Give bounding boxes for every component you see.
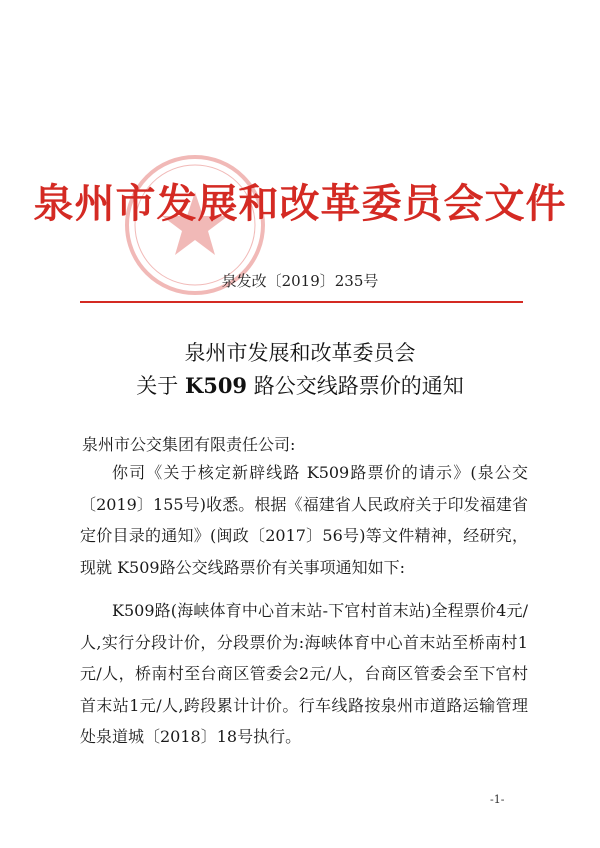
paragraph-text: 你司《关于核定新辟线路 K509路票价的请示》(泉公交〔2019〕155号)收悉。根据《福建省人民政府关于印发福建省定价目录的通知》(闽政〔2017〕56号)等文件精神，经研究，现就 K509路公交线路票价有关事项通知如下: — [80, 463, 528, 577]
body-paragraph-1 — [80, 457, 528, 583]
title-suffix: 路公交线路票价的通知 — [247, 374, 464, 398]
notice-title-line-1: 泉州市发展和改革委员会 — [184, 341, 416, 365]
page-number: -1- — [490, 793, 505, 806]
title-prefix: 关于 — [136, 374, 185, 398]
body-paragraph-2 — [80, 595, 528, 753]
title-route-code: K509 — [184, 373, 248, 398]
addressee: 泉州市公交集团有限责任公司: — [82, 435, 296, 454]
notice-title-line-2 — [0, 370, 600, 400]
document-number: 泉发改〔2019〕235号 — [221, 272, 379, 290]
header-title: 泉州市发展和改革委员会文件 — [33, 181, 567, 227]
paragraph-text: K509路(海峡体育中心首末站-下官村首末站)全程票价4元/人,实行分段计价，分段票价为:海峡体育中心首末站至桥南村1元/人，桥南村至台商区管委会2元/人，台商区管委会至下官村首末站1元/人,跨段累计计价。行车线路按泉州市道路运输管理处泉道城〔2018〕18号执行。 — [80, 601, 528, 746]
red-divider — [80, 301, 523, 303]
